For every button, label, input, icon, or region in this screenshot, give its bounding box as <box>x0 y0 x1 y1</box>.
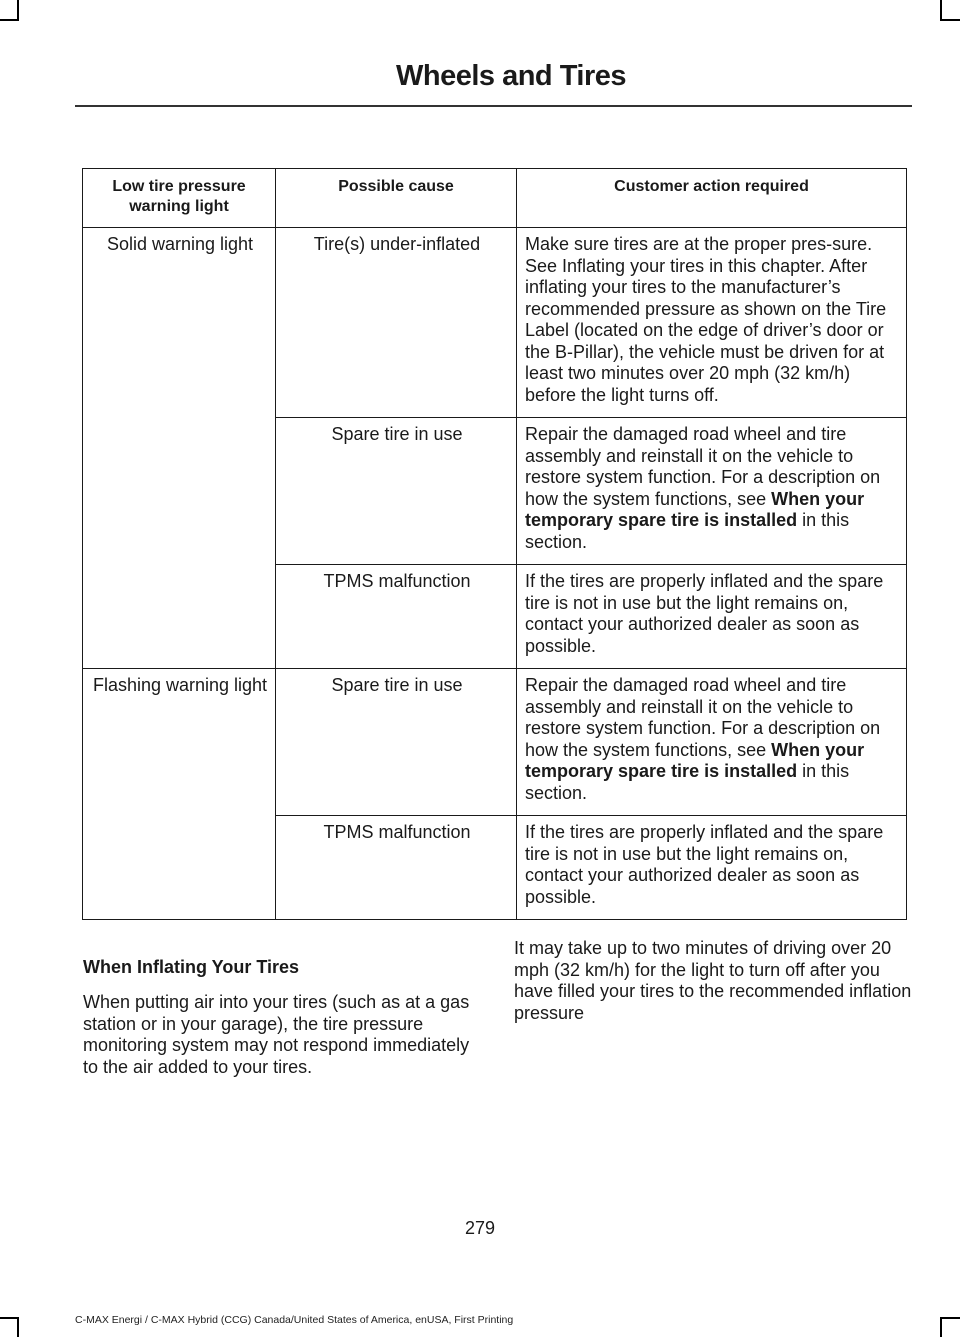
action-text: Repair the damaged road wheel and tire assembly and reinstall it on the vehicle to restore system function. For a description on how the system functions, see <box>525 675 881 760</box>
page-title: Wheels and Tires <box>396 60 626 92</box>
crop-mark-top-right <box>940 0 942 20</box>
inflating-paragraph: When putting air into your tires (such as at a gas station or in your garage), the tire pressure monitoring system may not respond immediately to the air added to your tires. <box>83 992 470 1077</box>
action-text-tail: in this section. <box>525 510 850 552</box>
crop-mark-top-left <box>17 0 19 20</box>
inflating-note-paragraph: It may take up to two minutes of driving over 20 mph (32 km/h) for the light to turn off after you have filled your tires to the recommended inflation pressure <box>514 938 912 1023</box>
crop-mark-bottom-right <box>940 1317 942 1337</box>
cause-cell: Spare tire in use <box>276 418 517 565</box>
crop-mark-bottom-left <box>17 1317 19 1337</box>
action-text: Repair the damaged road wheel and tire assembly and reinstall it on the vehicle to restore system function. For a description on how the system functions, see <box>525 424 881 509</box>
header-possible-cause: Possible cause <box>276 169 517 228</box>
crop-mark-bottom-right-h <box>940 1317 960 1319</box>
action-cell: If the tires are properly inflated and the spare tire is not in use but the light remains on, contact your authorized dealer as soon as possible. <box>517 565 907 669</box>
action-cell: If the tires are properly inflated and the spare tire is not in use but the light remains on, contact your authorized dealer as soon as possible. <box>517 816 907 920</box>
inflating-note <box>514 938 912 1024</box>
action-cell <box>517 669 907 816</box>
inflating-section <box>83 956 483 1078</box>
cause-cell: TPMS malfunction <box>276 565 517 669</box>
section-heading-inflating: When Inflating Your Tires <box>83 957 300 977</box>
warning-light-solid: Solid warning light <box>83 228 276 669</box>
spare-tire-section-link: When your temporary spare tire is installed <box>525 739 865 781</box>
cause-cell: Spare tire in use <box>276 669 517 816</box>
cause-cell: Tire(s) under-inflated <box>276 228 517 418</box>
header-divider <box>75 105 912 107</box>
action-cell <box>517 418 907 565</box>
table-row <box>83 669 907 816</box>
spare-tire-section-link: When your temporary spare tire is installed <box>525 488 865 530</box>
header-customer-action: Customer action required <box>517 169 907 228</box>
action-text-tail: in this section. <box>525 761 850 803</box>
crop-mark-top-left-h <box>0 19 19 21</box>
header-warning-light: Low tire pressure warning light <box>83 169 276 228</box>
page-number: 279 <box>464 1218 496 1238</box>
action-cell: Make sure tires are at the proper pres-sure. See Inflating your tires in this chapter. After inflating your tires to the manufacturer’s recommended pressure as shown on the Tire Label (located on the edge of driver’s door or the B-Pillar), the vehicle must be driven for at least two minutes over 20 mph (32 km/h) before the light turns off. <box>517 228 907 418</box>
table-row <box>83 228 907 418</box>
crop-mark-top-right-h <box>940 19 960 21</box>
tpms-warning-table <box>82 168 907 920</box>
footer-edition: C-MAX Energi / C-MAX Hybrid (CCG) Canada/United States of America, enUSA, First Printing <box>75 1314 514 1326</box>
table-header-row <box>83 169 907 228</box>
warning-light-flashing: Flashing warning light <box>83 669 276 920</box>
crop-mark-bottom-left-h <box>0 1317 19 1319</box>
cause-cell: TPMS malfunction <box>276 816 517 920</box>
